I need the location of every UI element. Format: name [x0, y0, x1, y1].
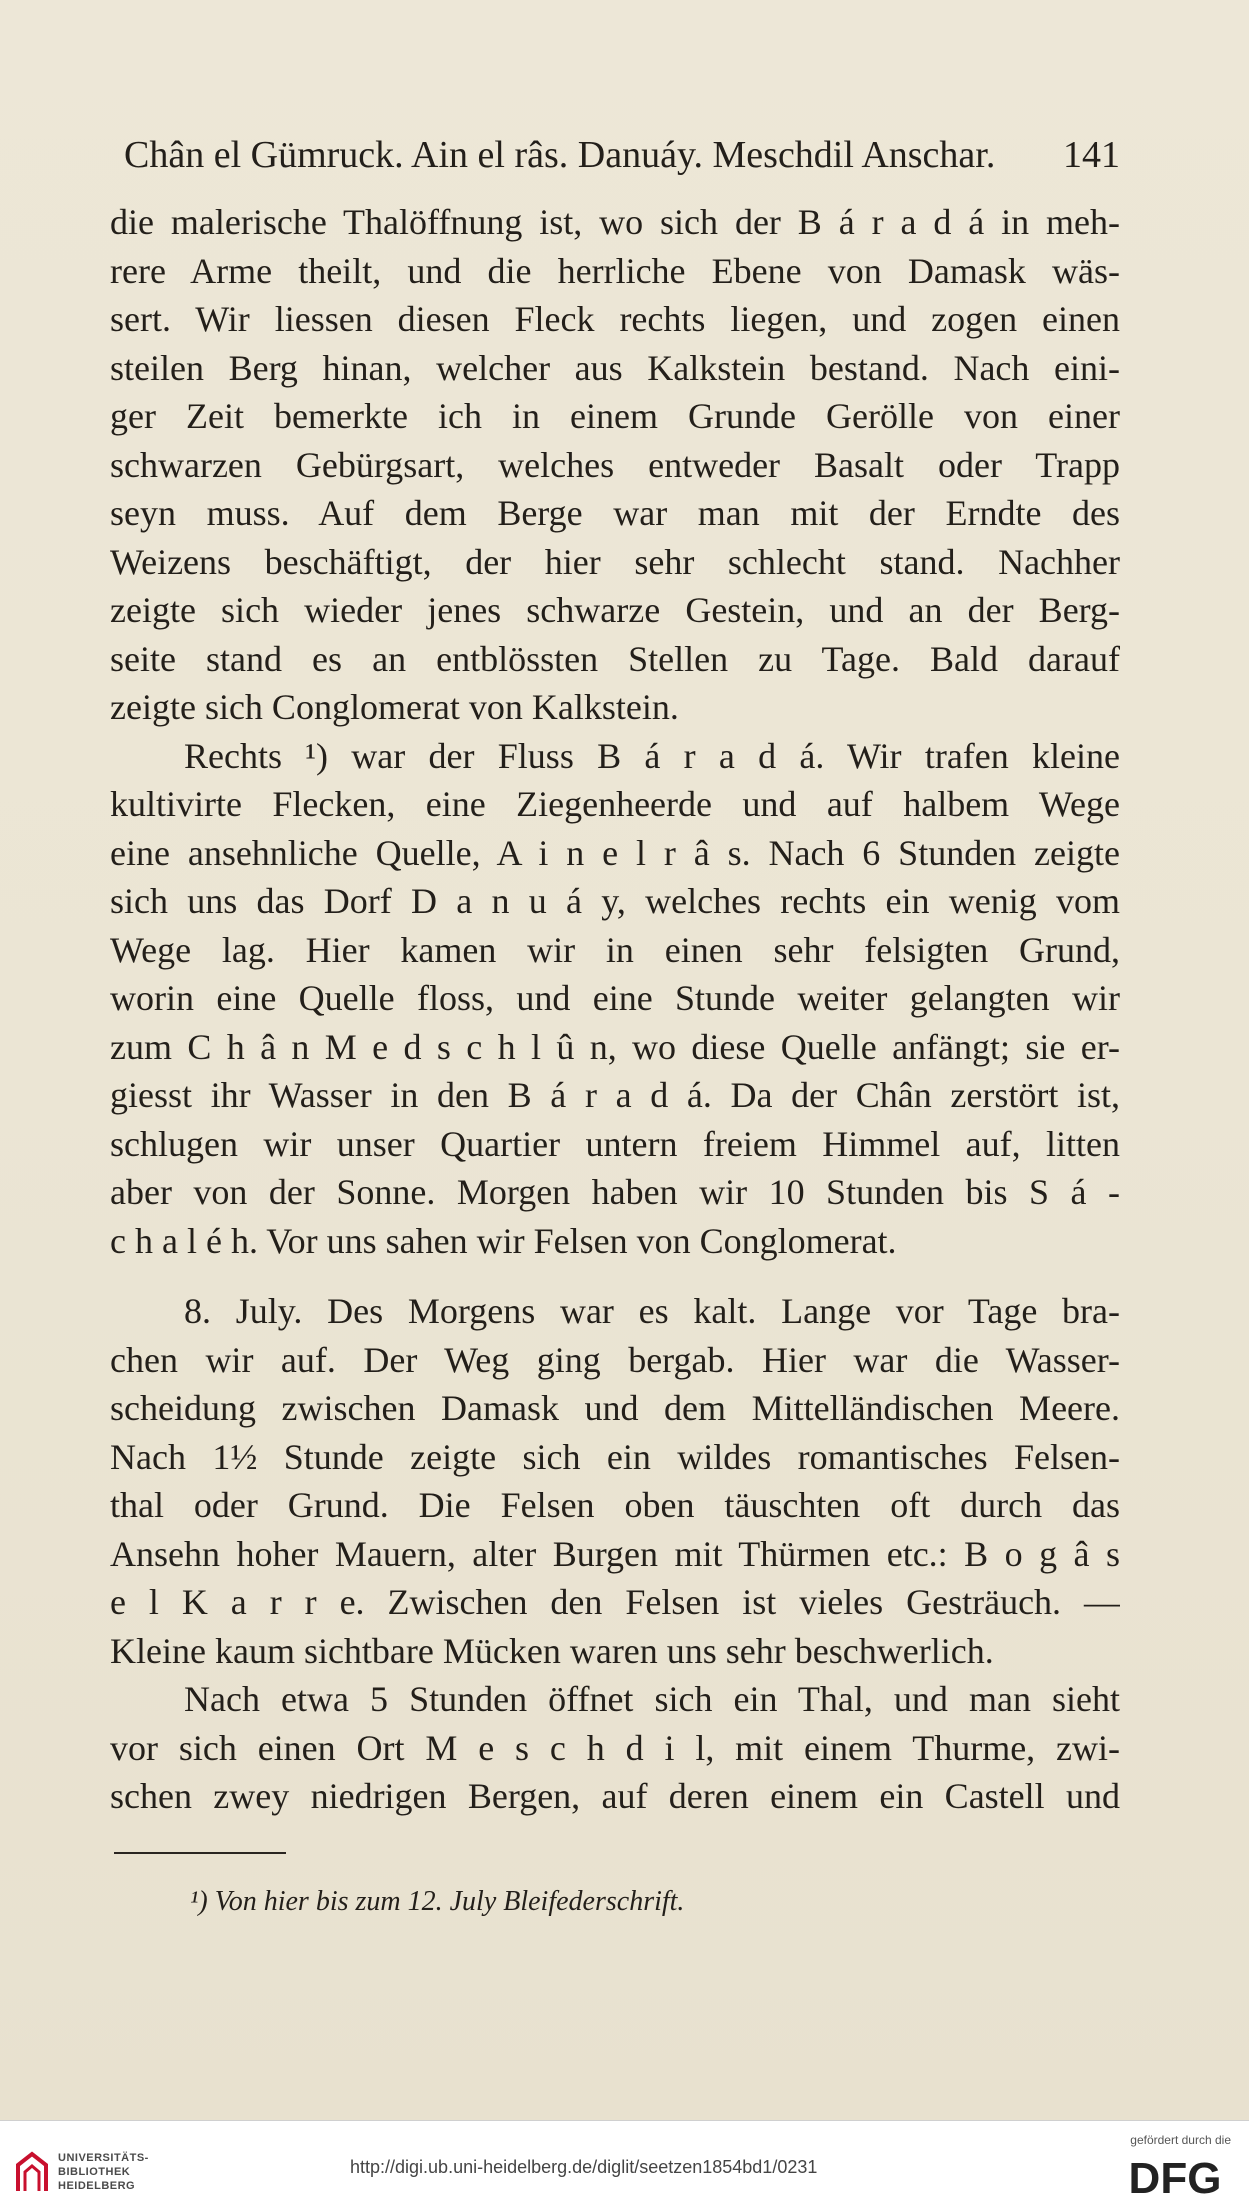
text-line: Ansehn hoher Mauern, alter Burgen mit Thürmen etc.: B o g â s	[110, 1533, 1120, 1574]
text-line: ger Zeit bemerkte ich in einem Grunde Gerölle von einer	[110, 396, 1120, 436]
text-line: thal oder Grund. Die Felsen oben täuschten oft durch das	[110, 1485, 1120, 1525]
permalink-url[interactable]: http://digi.ub.uni-heidelberg.de/diglit/seetzen1854bd1/0231	[350, 2157, 818, 2177]
text-line: die malerische Thalöffnung ist, wo sich der B á r a d á in meh-	[110, 202, 1120, 242]
footnote: ¹) Von hier bis zum 12. July Bleifederschrift.	[190, 1886, 685, 1917]
text-line: worin eine Quelle floss, und eine Stunde weiter gelangten wir	[110, 978, 1120, 1018]
text-line: schwarzen Gebürgsart, welches entweder Basalt oder Trapp	[110, 444, 1120, 485]
text-line: sert. Wir liessen diesen Fleck rechts liegen, und zogen einen	[110, 299, 1120, 339]
running-head	[110, 130, 1120, 180]
text-line: rere Arme theilt, und die herrliche Ebene von Damask wäs-	[110, 250, 1120, 291]
text-line: aber von der Sonne. Morgen haben wir 10 Stunden bis S á -	[110, 1172, 1120, 1212]
university-name	[58, 2151, 149, 2193]
text-line: schlugen wir unser Quartier untern freiem Himmel auf, litten	[110, 1123, 1120, 1164]
text-line: chen wir auf. Der Weg ging bergab. Hier war die Wasser-	[110, 1339, 1120, 1380]
text-line: Nach etwa 5 Stunden öffnet sich ein Thal, und man sieht	[184, 1679, 1120, 1719]
text-line: zum C h â n M e d s c h l û n, wo diese Quelle anfängt; sie er-	[110, 1026, 1120, 1067]
text-line: Kleine kaum sichtbare Mücken waren uns sehr beschwerlich.	[110, 1630, 994, 1671]
text-line: steilen Berg hinan, welcher aus Kalkstein bestand. Nach eini-	[110, 347, 1120, 388]
body-text	[110, 198, 1120, 1821]
text-line: Weizens beschäftigt, der hier sehr schlecht stand. Nachher	[110, 541, 1120, 582]
dfg-logo-text: DFG	[1128, 2154, 1222, 2199]
university-name-line: BIBLIOTHEK	[58, 2166, 131, 2178]
text-line: Wege lag. Hier kamen wir in einen sehr felsigten Grund,	[110, 929, 1120, 970]
text-line: seyn muss. Auf dem Berge war man mit der Erndte des	[110, 493, 1120, 533]
dfg-logo-icon	[1115, 2153, 1235, 2199]
page-number: 141	[1063, 134, 1120, 176]
text-line: zeigte sich wieder jenes schwarze Gestein, und an der Berg-	[110, 590, 1120, 630]
text-line: eine ansehnliche Quelle, A i n e l r â s. Nach 6 Stunden zeigte	[110, 832, 1120, 873]
university-logo-icon	[14, 2151, 50, 2193]
university-name-line: UNIVERSITÄTS-	[58, 2152, 149, 2164]
text-line: giesst ihr Wasser in den B á r a d á. Da der Chân zerstört ist,	[110, 1075, 1120, 1115]
paragraph-gap	[110, 1265, 1120, 1287]
text-line: scheidung zwischen Damask und dem Mittelländischen Meere.	[110, 1388, 1120, 1428]
viewer-footer	[0, 2120, 1249, 2212]
university-name-line: HEIDELBERG	[58, 2180, 136, 2192]
text-line: c h a l é h. Vor uns sahen wir Felsen von Conglomerat.	[110, 1220, 897, 1261]
text-line: 8. July. Des Morgens war es kalt. Lange vor Tage bra-	[184, 1291, 1120, 1331]
text-line: e l K a r r e. Zwischen den Felsen ist vieles Gesträuch. —	[110, 1582, 1120, 1622]
text-line: kultivirte Flecken, eine Ziegenheerde und auf halbem Wege	[110, 784, 1120, 824]
running-title: Chân el Gümruck. Ain el râs. Danuáy. Meschdil Anschar.	[124, 134, 996, 176]
funded-by-label: gefördert durch die	[1130, 2133, 1231, 2147]
text-line: Nach 1½ Stunde zeigte sich ein wildes romantisches Felsen-	[110, 1436, 1120, 1477]
text-line: Rechts ¹) war der Fluss B á r a d á. Wir trafen kleine	[184, 735, 1120, 776]
text-line: zeigte sich Conglomerat von Kalkstein.	[110, 687, 679, 727]
text-line: sich uns das Dorf D a n u á y, welches rechts ein wenig vom	[110, 881, 1120, 921]
footnote-rule	[114, 1852, 286, 1854]
text-line: schen zwey niedrigen Bergen, auf deren einem ein Castell und	[110, 1776, 1120, 1816]
text-line: seite stand es an entblössten Stellen zu Tage. Bald darauf	[110, 638, 1120, 679]
text-line: vor sich einen Ort M e s c h d i l, mit einem Thurme, zwi-	[110, 1727, 1120, 1768]
